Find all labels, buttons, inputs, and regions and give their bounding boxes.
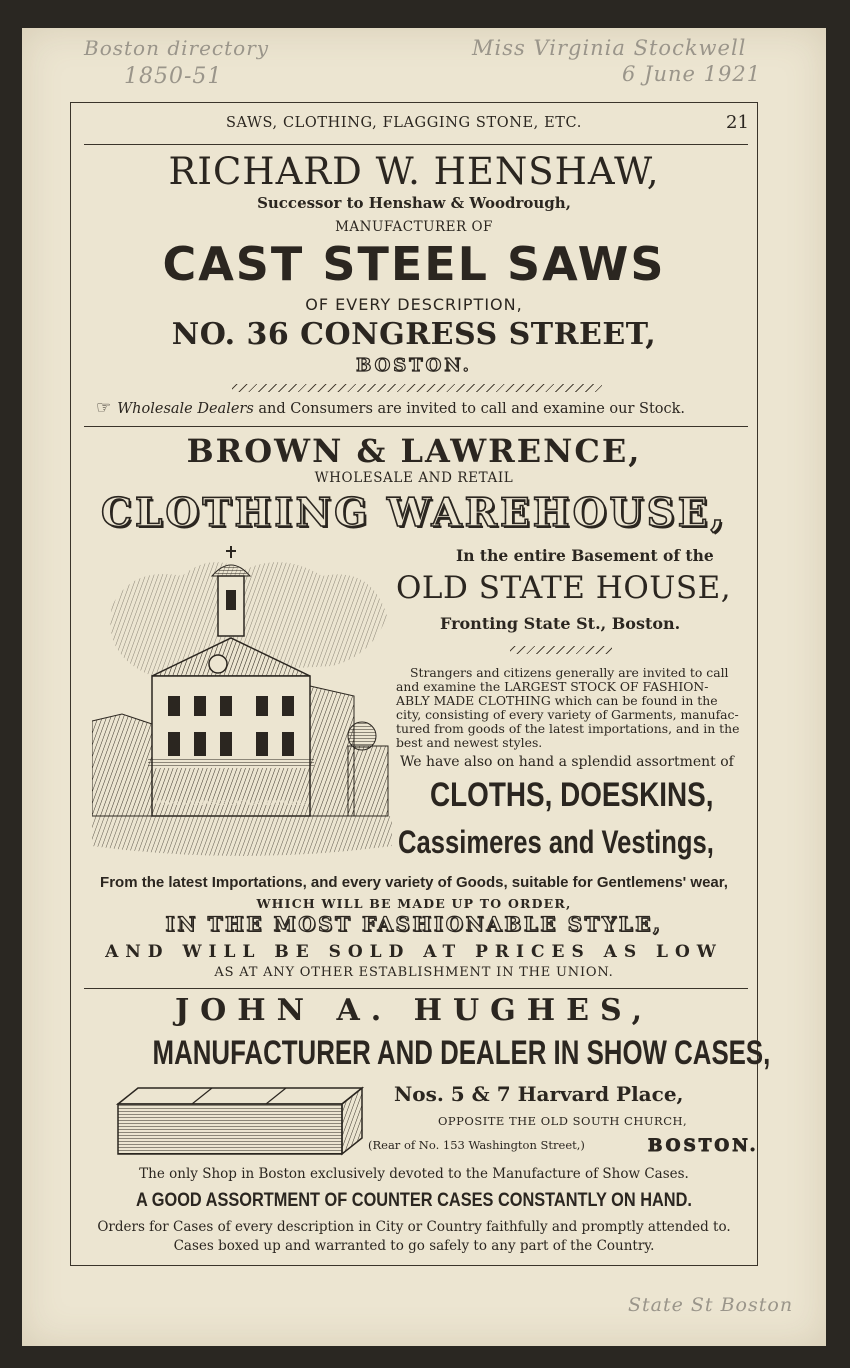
pencil-note-directory: Boston directory <box>84 36 270 60</box>
hughes-rear: (Rear of No. 153 Washington Street,) <box>368 1138 585 1152</box>
pencil-note-date: 6 June 1921 <box>622 62 762 86</box>
old-state-house-title: OLD STATE HOUSE, <box>396 570 732 606</box>
pencil-note-location: State St Boston <box>628 1294 794 1316</box>
building-sign: BROWN & LAWRENCE CLOTHING WAREHOUSE <box>155 799 307 807</box>
ornament-wavy-small <box>510 646 612 654</box>
made-to-order: WHICH WILL BE MADE UP TO ORDER, <box>256 896 572 911</box>
henshaw-product: CAST STEEL SAWS <box>162 237 666 291</box>
paragraph-line: best and newest styles. <box>396 735 543 750</box>
pencil-note-year: 1850-51 <box>124 64 223 89</box>
hughes-assortment: A GOOD ASSORTMENT OF COUNTER CASES CONSTANTLY ON HAND. <box>136 1190 692 1211</box>
henshaw-city: BOSTON. <box>356 355 472 376</box>
henshaw-name: RICHARD W. HENSHAW, <box>168 150 660 193</box>
hughes-orders: Orders for Cases of every description in City or Country faithfully and promptly attended to. <box>97 1219 731 1235</box>
any-other-establishment: AS AT ANY OTHER ESTABLISHMENT IN THE UNION. <box>214 965 614 980</box>
henshaw-address: NO. 36 CONGRESS STREET, <box>171 317 657 352</box>
brown-lawrence-warehouse: CLOTHING WAREHOUSE, <box>100 490 728 536</box>
hughes-tagline: MANUFACTURER AND DEALER IN SHOW CASES, <box>152 1034 771 1072</box>
paragraph-line: Strangers and citizens generally are invited to call <box>410 665 729 680</box>
hughes-city: BOSTON. <box>648 1136 759 1156</box>
fashionable-style: IN THE MOST FASHIONABLE STYLE, <box>165 912 663 936</box>
page-number: 21 <box>726 112 749 133</box>
henshaw-successor: Successor to Henshaw & Woodrough, <box>257 194 571 212</box>
old-state-house-engraving <box>92 546 392 861</box>
hughes-boxed: Cases boxed up and warranted to go safely to any part of the Country. <box>173 1238 655 1254</box>
henshaw-invitation <box>96 398 685 418</box>
hughes-only-shop: The only Shop in Boston exclusively devoted to the Manufacture of Show Cases. <box>139 1166 689 1182</box>
paragraph-line: and examine the LARGEST STOCK OF FASHION- <box>396 679 709 694</box>
importations-line: From the latest Importations, and every variety of Goods, suitable for Gentlemens' wear, <box>100 874 728 891</box>
show-case-illustration <box>114 1084 364 1158</box>
rule-henshaw <box>84 426 748 427</box>
brown-lawrence-wholesale: WHOLESALE AND RETAIL <box>314 470 514 486</box>
cloths-doeskins: CLOTHS, DOESKINS, <box>430 776 714 814</box>
hughes-name: JOHN A. HUGHES, <box>174 993 654 1028</box>
pointing-hand-icon: ☞ <box>96 398 112 418</box>
henshaw-description: OF EVERY DESCRIPTION, <box>305 295 523 314</box>
brown-lawrence-basement: In the entire Basement of the <box>456 546 714 565</box>
paragraph-line: ABLY MADE CLOTHING which can be found in the <box>396 693 718 708</box>
pencil-note-owner: Miss Virginia Stockwell <box>472 36 747 60</box>
henshaw-manufacturer-of: MANUFACTURER OF <box>335 219 493 235</box>
paragraph-line: city, consisting of every variety of Garments, manufac- <box>396 707 739 722</box>
brown-lawrence-fronting: Fronting State St., Boston. <box>440 614 681 633</box>
running-head: SAWS, CLOTHING, FLAGGING STONE, ETC. <box>226 115 582 131</box>
hughes-address: Nos. 5 & 7 Harvard Place, <box>394 1082 684 1106</box>
also-on-hand: We have also on hand a splendid assortment of <box>400 754 734 770</box>
cassimeres-vestings: Cassimeres and Vestings, <box>398 824 714 860</box>
rule-brown-lawrence <box>84 988 748 989</box>
brown-lawrence-name: BROWN & LAWRENCE, <box>186 432 642 470</box>
invitation-paragraph <box>396 666 752 750</box>
invite-italic: Wholesale Dealers <box>117 401 254 417</box>
invite-rest: and Consumers are invited to call and examine our Stock. <box>258 401 686 417</box>
hughes-opposite: OPPOSITE THE OLD SOUTH CHURCH, <box>438 1114 688 1128</box>
ornament-wavy <box>232 384 602 392</box>
prices-low: AND WILL BE SOLD AT PRICES AS LOW <box>105 942 723 962</box>
paragraph-line: tured from goods of the latest importations, and in the <box>396 721 740 736</box>
rule-head <box>84 144 748 145</box>
